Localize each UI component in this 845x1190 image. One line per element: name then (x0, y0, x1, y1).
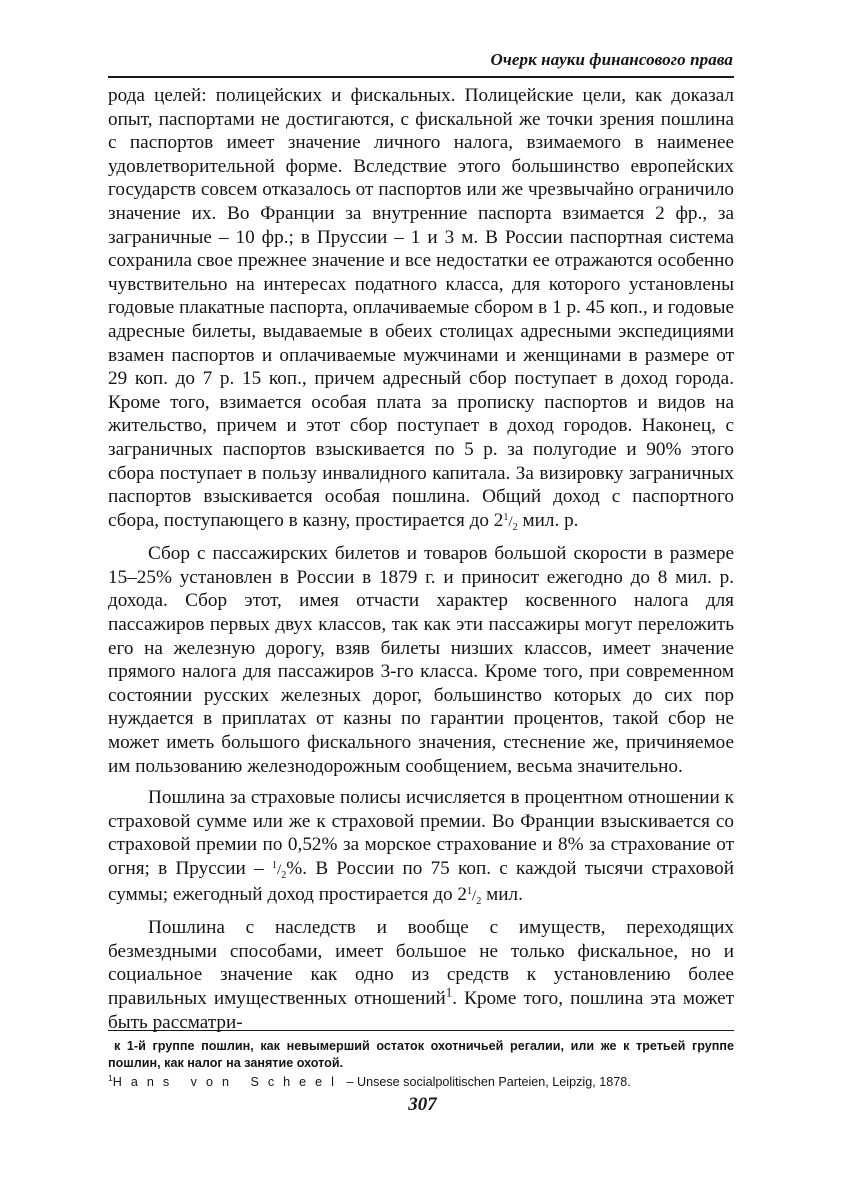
page-number: 307 (408, 1094, 437, 1115)
text-segment: Пошлина с наследств и вообще с имуществ, переходящих безмездными способами, имеет большое не только фискальное, но и социальное значение как одно из средств к установлению более правильных имущественных отношений (108, 917, 734, 1009)
footnote-1-marker: 1 (108, 1072, 113, 1083)
paragraph-passenger-tickets: Сбор с пассажирских билетов и товаров большой скорости в размере 15–25% установлен в России в 1879 г. и приносит ежегодно до 8 мил. р. дохода. Сбор этот, имея отчасти характер косвенного налога для пассажиров первых двух классов, так как эти пассажиры могут переложить его на железную дорогу, взяв билеты низших классов, имеет значение прямого налога для пассажиров 3-го класса. Кроме того, при современном состоянии русских железных дорог, большинство которых до сих пор нуждается в приплатах от казны по гарантии процентов, такой сбор не может иметь большого фискального значения, стеснение же, причиняемое им пользованию железнодорожным сообщением, весьма значительно. (108, 543, 734, 777)
text-segment: %. В России по 75 коп. с каждой тысячи страховой суммы; ежегодный доход простирается до 2 (108, 858, 734, 905)
footnotes (108, 1038, 734, 1091)
paragraph-inheritance (108, 916, 734, 1034)
footnote-marker[interactable]: 1 (445, 984, 453, 1000)
text-segment: . Кроме того, пошлина эта может быть рассматри- (108, 987, 734, 1033)
main-text (108, 84, 734, 1042)
text-segment: мил. р. (517, 509, 579, 531)
footnote-continuation: к 1-й группе пошлин, как невымерший остаток охотничьей регалии, или же к третьей группе пошлин, как налог на занятие охотой. (108, 1039, 734, 1070)
fraction-half: $^1/_2$ (503, 511, 518, 533)
text-segment: рода целей: полицейских и фискальных. Полицейские цели, как доказал опыт, паспортами не достигаются, с фискальной же точки зрения пошлина с паспортов имеет значение личного налога, взимаемого в наименее удовлетворительной форме. Вследствие этого большинство европейских государств совсем отказалось от паспортов или же чрезвычайно ограничило значение их. Во Франции за внутренние паспорта взимается 2 фр., за заграничные – 10 фр.; в Пруссии – 1 и 3 м. В России паспортная система сохранила свое прежнее значение и все недостатки ее отражаются особенно чувствительно на интересах податного класса, для которого установлены годовые плакатные паспорта, оплачиваемые сбором в 1 р. 45 коп., и годовые адресные билеты, выдаваемые в обеих столицах адресными экспедициями взамен паспортов и оплачиваемые мужчинами и женщинами в размере от 29 коп. до 7 р. 15 коп., причем адресный сбор поступает в доход города. Кроме того, взимается особая плата за прописку паспортов и видов на жительство, причем и этот сбор поступает в доход городов. Наконец, с заграничных паспортов взыскивается по 5 р. за полугодие и 90% этого сбора поступает в пользу инвалидного капитала. За визировку заграничных паспортов взыскивается особая пошлина. Общий доход с паспортного сбора, поступающего в казну, простирается до 2 (108, 85, 734, 531)
text-segment: мил. (481, 883, 523, 905)
fraction-half: $^1/_2$ (466, 885, 482, 907)
paragraph-passports (108, 84, 734, 534)
footnote-rule (108, 1030, 734, 1031)
header-rule (108, 76, 734, 78)
fraction-half: $^1/_2$ (271, 860, 287, 881)
footnote-source: – Unsese socialpolitischen Parteien, Leipzig, 1878. (342, 1075, 631, 1089)
paragraph-insurance (108, 786, 734, 908)
text-segment: Пошлина за страховые полисы исчисляется в процентном отношении к страховой сумме или же к страховой премии. Во Франции взыскивается со страховой премии по 0,52% за морское страхование и 8% за страхование от огня; в Пруссии – (108, 787, 734, 879)
running-title: Очерк науки финансового права (490, 50, 733, 69)
footnote-author: Hans von Scheel (112, 1075, 343, 1089)
footnote-1 (108, 1074, 734, 1091)
